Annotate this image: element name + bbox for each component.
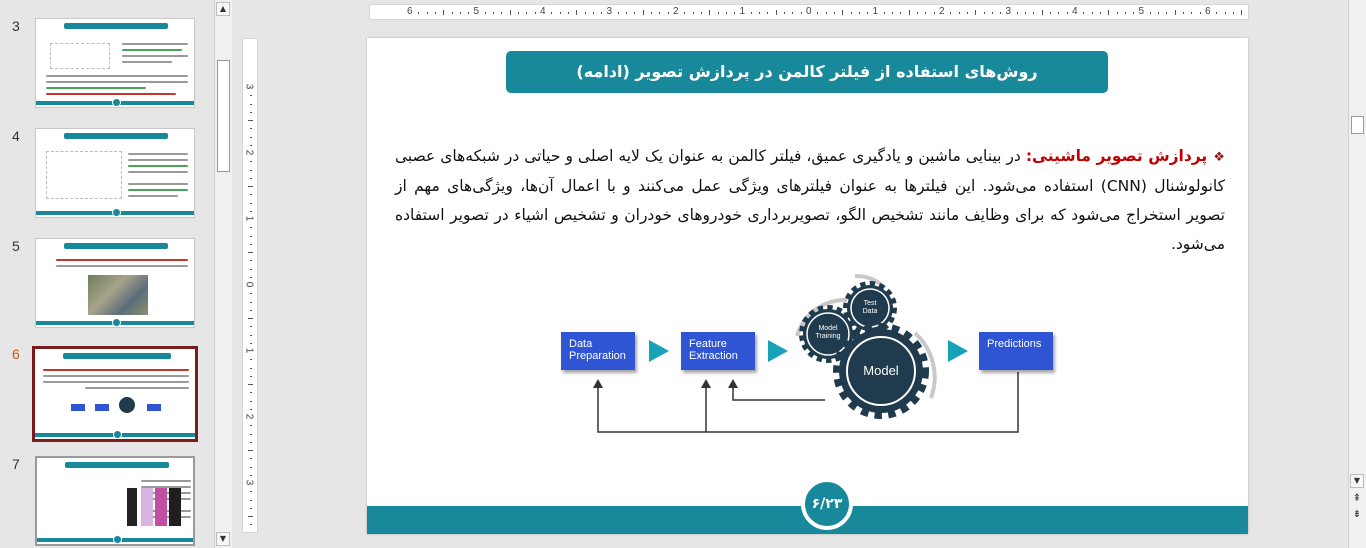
body-text: در بینایی ماشین و یادگیری عمیق، فیلتر کالمن به عنوان یک لایه اصلی و حیاتی در شبکه‌های عصبی کانولوشنال (CNN) استفاده می‌شود. این فیلترها به عنوان فیلترهای ویژگی عمل می‌کنند و با اعمال آن‌ها، ویژگی‌های مهم از تصویر استخراج می‌شود که برای وظایف مانند تشخیص الگو، تصویربرداری خودروهای خودران و تشخیص اشیاء در تصویر استفاده می‌شود. bbox=[395, 147, 1225, 253]
arrow-up-icon bbox=[728, 379, 738, 388]
ruler-tick bbox=[984, 12, 985, 14]
ruler-number: 2 bbox=[243, 413, 255, 420]
ruler-tick bbox=[684, 12, 685, 14]
ruler-number: 3 bbox=[606, 6, 613, 17]
ruler-tick bbox=[250, 434, 252, 435]
ruler-tick bbox=[651, 12, 652, 14]
ruler-tick bbox=[975, 10, 976, 15]
test-data-label: Test Data bbox=[862, 300, 878, 315]
ruler-tick bbox=[250, 442, 252, 443]
ruler-tick bbox=[826, 12, 827, 14]
feedback-line bbox=[733, 386, 825, 400]
ruler-tick bbox=[917, 12, 918, 14]
next-slide-icon[interactable]: ⇟ bbox=[1352, 509, 1362, 520]
ruler-tick bbox=[1191, 12, 1192, 14]
ruler-tick bbox=[817, 12, 818, 14]
ruler-number: 2 bbox=[939, 6, 945, 17]
ruler-tick bbox=[250, 260, 252, 261]
previous-slide-icon[interactable]: ⇞ bbox=[1352, 493, 1362, 504]
ruler-tick bbox=[250, 95, 252, 96]
feature-extraction-box: Feature Extraction bbox=[681, 332, 755, 370]
thumb-traffic-image bbox=[88, 275, 148, 315]
diagram-graphics bbox=[367, 38, 1248, 478]
ruler-tick bbox=[1175, 10, 1176, 15]
thumb-page-circle bbox=[112, 318, 121, 327]
arrow-right-icon bbox=[948, 340, 968, 362]
slide-number-label: 3 bbox=[12, 18, 20, 34]
thumb-text-line bbox=[122, 49, 182, 51]
ruler-tick bbox=[1200, 12, 1201, 14]
slide-thumbnail-pane bbox=[0, 0, 214, 548]
slide-thumbnail-7[interactable] bbox=[35, 456, 195, 546]
ruler-tick bbox=[585, 12, 586, 14]
ruler-tick bbox=[250, 392, 252, 393]
ruler-tick bbox=[1125, 12, 1126, 14]
ruler-number: 1 bbox=[243, 347, 255, 354]
horizontal-ruler bbox=[369, 4, 1249, 20]
ruler-tick bbox=[250, 277, 252, 278]
ruler-number: 5 bbox=[473, 6, 480, 17]
ruler-tick bbox=[959, 12, 960, 14]
ruler-tick bbox=[1017, 12, 1018, 14]
ruler-tick bbox=[468, 12, 469, 14]
ruler-tick bbox=[248, 252, 253, 253]
ruler-tick bbox=[1092, 12, 1093, 14]
feedback-line bbox=[598, 372, 1018, 432]
ruler-tick bbox=[851, 12, 852, 14]
ruler-tick bbox=[250, 310, 252, 311]
ruler-tick bbox=[734, 12, 735, 14]
ruler-number: 3 bbox=[243, 83, 255, 90]
ruler-tick bbox=[884, 12, 885, 14]
thumb-diagram-box bbox=[71, 404, 85, 411]
thumb-text-line bbox=[141, 480, 191, 482]
thumb-text-line bbox=[43, 381, 189, 383]
ruler-number: 3 bbox=[1005, 6, 1012, 17]
ruler-tick bbox=[493, 12, 494, 14]
thumb-diagram bbox=[50, 43, 110, 69]
ruler-number: 0 bbox=[243, 281, 255, 288]
ruler-tick bbox=[250, 343, 252, 344]
predictions-box: Predictions bbox=[979, 332, 1053, 370]
ruler-tick bbox=[250, 475, 252, 476]
ruler-tick bbox=[776, 10, 777, 15]
thumb-text-line bbox=[128, 189, 188, 191]
ruler-tick bbox=[626, 12, 627, 14]
thumb-text-line bbox=[128, 159, 188, 161]
ruler-tick bbox=[248, 318, 253, 319]
ruler-tick bbox=[418, 12, 419, 14]
thumb-image bbox=[127, 488, 137, 526]
thumb-text-line bbox=[46, 93, 176, 95]
ruler-tick bbox=[250, 368, 252, 369]
ruler-tick bbox=[834, 12, 835, 14]
ruler-tick bbox=[250, 458, 252, 459]
slide-title[interactable]: روش‌های استفاده از فیلتر کالمن در پردازش تصویر (ادامه) bbox=[506, 51, 1108, 93]
ruler-tick bbox=[726, 12, 727, 14]
slide-number-label: 7 bbox=[12, 456, 20, 472]
slide-thumbnail-6[interactable] bbox=[32, 346, 198, 442]
thumb-text-line bbox=[56, 259, 188, 261]
ruler-tick bbox=[526, 12, 527, 14]
ruler-number: 6 bbox=[1205, 6, 1211, 17]
ruler-tick bbox=[1241, 10, 1242, 15]
ruler-tick bbox=[250, 203, 252, 204]
bullet-icon: ❖ bbox=[1213, 150, 1225, 165]
slide-number-label: 5 bbox=[12, 238, 20, 254]
ruler-tick bbox=[967, 12, 968, 14]
thumb-chart bbox=[46, 151, 122, 199]
ruler-tick bbox=[248, 450, 253, 451]
ruler-tick bbox=[1058, 12, 1059, 14]
ruler-number: 2 bbox=[243, 149, 255, 156]
thumb-text-line bbox=[128, 183, 188, 185]
ruler-tick bbox=[925, 12, 926, 14]
ruler-tick bbox=[435, 12, 436, 14]
ruler-tick bbox=[792, 12, 793, 14]
ruler-tick bbox=[250, 335, 252, 336]
ruler-tick bbox=[250, 508, 252, 509]
ruler-tick bbox=[250, 302, 252, 303]
ruler-tick bbox=[248, 120, 253, 121]
thumb-title-bar bbox=[64, 243, 168, 249]
ruler-tick bbox=[767, 12, 768, 14]
thumb-text-line bbox=[122, 55, 188, 57]
thumb-text-line bbox=[85, 387, 189, 389]
thumb-text-line bbox=[122, 43, 188, 45]
ruler-tick bbox=[701, 12, 702, 14]
ruler-tick bbox=[759, 12, 760, 14]
ruler-tick bbox=[1233, 12, 1234, 14]
thumb-page-circle bbox=[112, 98, 121, 107]
ruler-tick bbox=[992, 12, 993, 14]
scroll-down-button[interactable]: ▼ bbox=[216, 532, 230, 546]
scroll-thumb[interactable] bbox=[1351, 116, 1364, 134]
ruler-tick bbox=[900, 12, 901, 14]
thumb-diagram-box bbox=[95, 404, 109, 411]
ruler-tick bbox=[510, 10, 511, 15]
slide-thumbnail-4[interactable] bbox=[35, 128, 195, 218]
ruler-tick bbox=[460, 12, 461, 14]
ruler-number: 4 bbox=[540, 6, 546, 17]
ruler-tick bbox=[593, 12, 594, 14]
thumb-text-line bbox=[43, 375, 189, 377]
keyword-text: پردازش تصویر ماشینی: bbox=[1025, 147, 1208, 165]
ruler-tick bbox=[1050, 12, 1051, 14]
thumb-text-line bbox=[128, 165, 188, 167]
ruler-tick bbox=[1025, 12, 1026, 14]
ruler-tick bbox=[250, 244, 252, 245]
ruler-tick bbox=[250, 269, 252, 270]
ruler-tick bbox=[576, 10, 577, 15]
ruler-tick bbox=[643, 10, 644, 15]
thumb-page-circle bbox=[112, 208, 121, 217]
thumb-title-bar bbox=[64, 133, 168, 139]
ruler-tick bbox=[1100, 12, 1101, 14]
slide-thumbnail-3[interactable] bbox=[35, 18, 195, 108]
thumb-diagram-box bbox=[147, 404, 161, 411]
thumb-image bbox=[141, 488, 153, 526]
model-training-label: Model Training bbox=[815, 325, 841, 340]
ruler-tick bbox=[909, 10, 910, 15]
ruler-tick bbox=[1117, 12, 1118, 14]
ruler-number: 6 bbox=[407, 6, 413, 17]
ruler-tick bbox=[250, 137, 252, 138]
ruler-tick bbox=[250, 128, 252, 129]
ruler-tick bbox=[551, 12, 552, 14]
ruler-tick bbox=[668, 12, 669, 14]
ruler-number: 3 bbox=[243, 479, 255, 486]
ruler-tick bbox=[250, 376, 252, 377]
editor-scrollbar[interactable] bbox=[1348, 0, 1366, 548]
ruler-tick bbox=[718, 12, 719, 14]
scroll-thumb[interactable] bbox=[217, 60, 230, 172]
model-label: Model bbox=[863, 363, 899, 378]
ruler-tick bbox=[250, 359, 252, 360]
ruler-tick bbox=[248, 516, 253, 517]
slide-thumbnail-5[interactable] bbox=[35, 238, 195, 328]
ruler-tick bbox=[452, 12, 453, 14]
data-preparation-box: Data Preparation bbox=[561, 332, 635, 370]
ruler-tick bbox=[1216, 12, 1217, 14]
ruler-tick bbox=[634, 12, 635, 14]
ruler-tick bbox=[950, 12, 951, 14]
ruler-tick bbox=[1067, 12, 1068, 14]
thumb-image bbox=[155, 488, 167, 526]
ruler-tick bbox=[485, 12, 486, 14]
thumb-page-circle bbox=[113, 430, 122, 439]
ruler-tick bbox=[250, 170, 252, 171]
ruler-tick bbox=[751, 12, 752, 14]
thumb-title-bar bbox=[63, 353, 171, 359]
ruler-tick bbox=[250, 178, 252, 179]
thumb-title-bar bbox=[65, 462, 169, 468]
ruler-tick bbox=[248, 186, 253, 187]
ruler-tick bbox=[709, 10, 710, 15]
arrow-up-icon bbox=[593, 379, 603, 388]
ruler-tick bbox=[250, 401, 252, 402]
ruler-tick bbox=[427, 12, 428, 14]
ruler-tick bbox=[842, 10, 843, 15]
ruler-tick bbox=[250, 112, 252, 113]
slide-number-label: 4 bbox=[12, 128, 20, 144]
thumbnail-scrollbar[interactable] bbox=[214, 0, 232, 548]
ruler-number: 2 bbox=[673, 6, 679, 17]
thumb-text-line bbox=[128, 171, 188, 173]
thumb-text-line bbox=[122, 61, 172, 63]
ruler-tick bbox=[250, 491, 252, 492]
ruler-tick bbox=[248, 384, 253, 385]
ruler-number: 5 bbox=[1138, 6, 1145, 17]
thumb-text-line bbox=[128, 195, 178, 197]
thumb-text-line bbox=[46, 81, 188, 83]
ruler-tick bbox=[1225, 12, 1226, 14]
thumb-text-line bbox=[128, 153, 188, 155]
ruler-tick bbox=[1000, 12, 1001, 14]
ruler-number: 1 bbox=[739, 6, 746, 17]
thumb-text-line bbox=[43, 369, 189, 371]
ruler-tick bbox=[659, 12, 660, 14]
ruler-number: 1 bbox=[243, 215, 255, 222]
ruler-tick bbox=[892, 12, 893, 14]
ruler-tick bbox=[568, 12, 569, 14]
ruler-tick bbox=[250, 524, 252, 525]
thumb-text-line bbox=[56, 265, 188, 267]
ruler-number: 0 bbox=[806, 6, 812, 17]
arrow-right-icon bbox=[649, 340, 669, 362]
ruler-tick bbox=[250, 161, 252, 162]
ruler-tick bbox=[250, 104, 252, 105]
ruler-tick bbox=[250, 236, 252, 237]
ruler-tick bbox=[1183, 12, 1184, 14]
ruler-tick bbox=[1150, 12, 1151, 14]
ruler-tick bbox=[1166, 12, 1167, 14]
ruler-tick bbox=[867, 12, 868, 14]
arrow-right-icon bbox=[768, 340, 788, 362]
ruler-number: 4 bbox=[1072, 6, 1078, 17]
ruler-tick bbox=[1083, 12, 1084, 14]
ruler-tick bbox=[250, 227, 252, 228]
thumb-image bbox=[169, 488, 181, 526]
arrow-up-icon bbox=[701, 379, 711, 388]
ruler-tick bbox=[250, 145, 252, 146]
ruler-tick bbox=[535, 12, 536, 14]
thumb-page-circle bbox=[113, 535, 122, 544]
ruler-tick bbox=[250, 467, 252, 468]
ruler-tick bbox=[1108, 10, 1109, 15]
ruler-tick bbox=[1158, 12, 1159, 14]
ruler-tick bbox=[859, 12, 860, 14]
ruler-tick bbox=[250, 409, 252, 410]
ruler-tick bbox=[693, 12, 694, 14]
slide-number-label: 6 bbox=[12, 346, 20, 362]
scroll-down-button[interactable]: ▼ bbox=[1350, 474, 1364, 488]
ruler-tick bbox=[443, 10, 444, 15]
vertical-ruler bbox=[242, 38, 258, 533]
ml-pipeline-diagram[interactable] bbox=[367, 38, 1248, 478]
page-number-badge: ۶/۲۳ bbox=[801, 478, 853, 530]
thumb-text-line bbox=[46, 75, 188, 77]
ruler-tick bbox=[501, 12, 502, 14]
thumb-title-bar bbox=[64, 23, 168, 29]
ruler-tick bbox=[250, 211, 252, 212]
ruler-tick bbox=[250, 425, 252, 426]
ruler-tick bbox=[250, 500, 252, 501]
ruler-tick bbox=[784, 12, 785, 14]
ruler-number: 1 bbox=[872, 6, 879, 17]
ruler-tick bbox=[1033, 12, 1034, 14]
ruler-tick bbox=[560, 12, 561, 14]
slide-editor bbox=[236, 0, 1348, 548]
ruler-tick bbox=[518, 12, 519, 14]
ruler-tick bbox=[250, 326, 252, 327]
slide-canvas[interactable] bbox=[367, 38, 1248, 534]
thumb-text-line bbox=[46, 87, 146, 89]
ruler-tick bbox=[1133, 12, 1134, 14]
ruler-tick bbox=[1042, 10, 1043, 15]
ruler-tick bbox=[250, 194, 252, 195]
ruler-tick bbox=[601, 12, 602, 14]
ruler-tick bbox=[618, 12, 619, 14]
scroll-up-button[interactable]: ▲ bbox=[216, 2, 230, 16]
ruler-tick bbox=[250, 293, 252, 294]
thumb-gear bbox=[119, 397, 135, 413]
ruler-tick bbox=[934, 12, 935, 14]
ruler-tick bbox=[801, 12, 802, 14]
